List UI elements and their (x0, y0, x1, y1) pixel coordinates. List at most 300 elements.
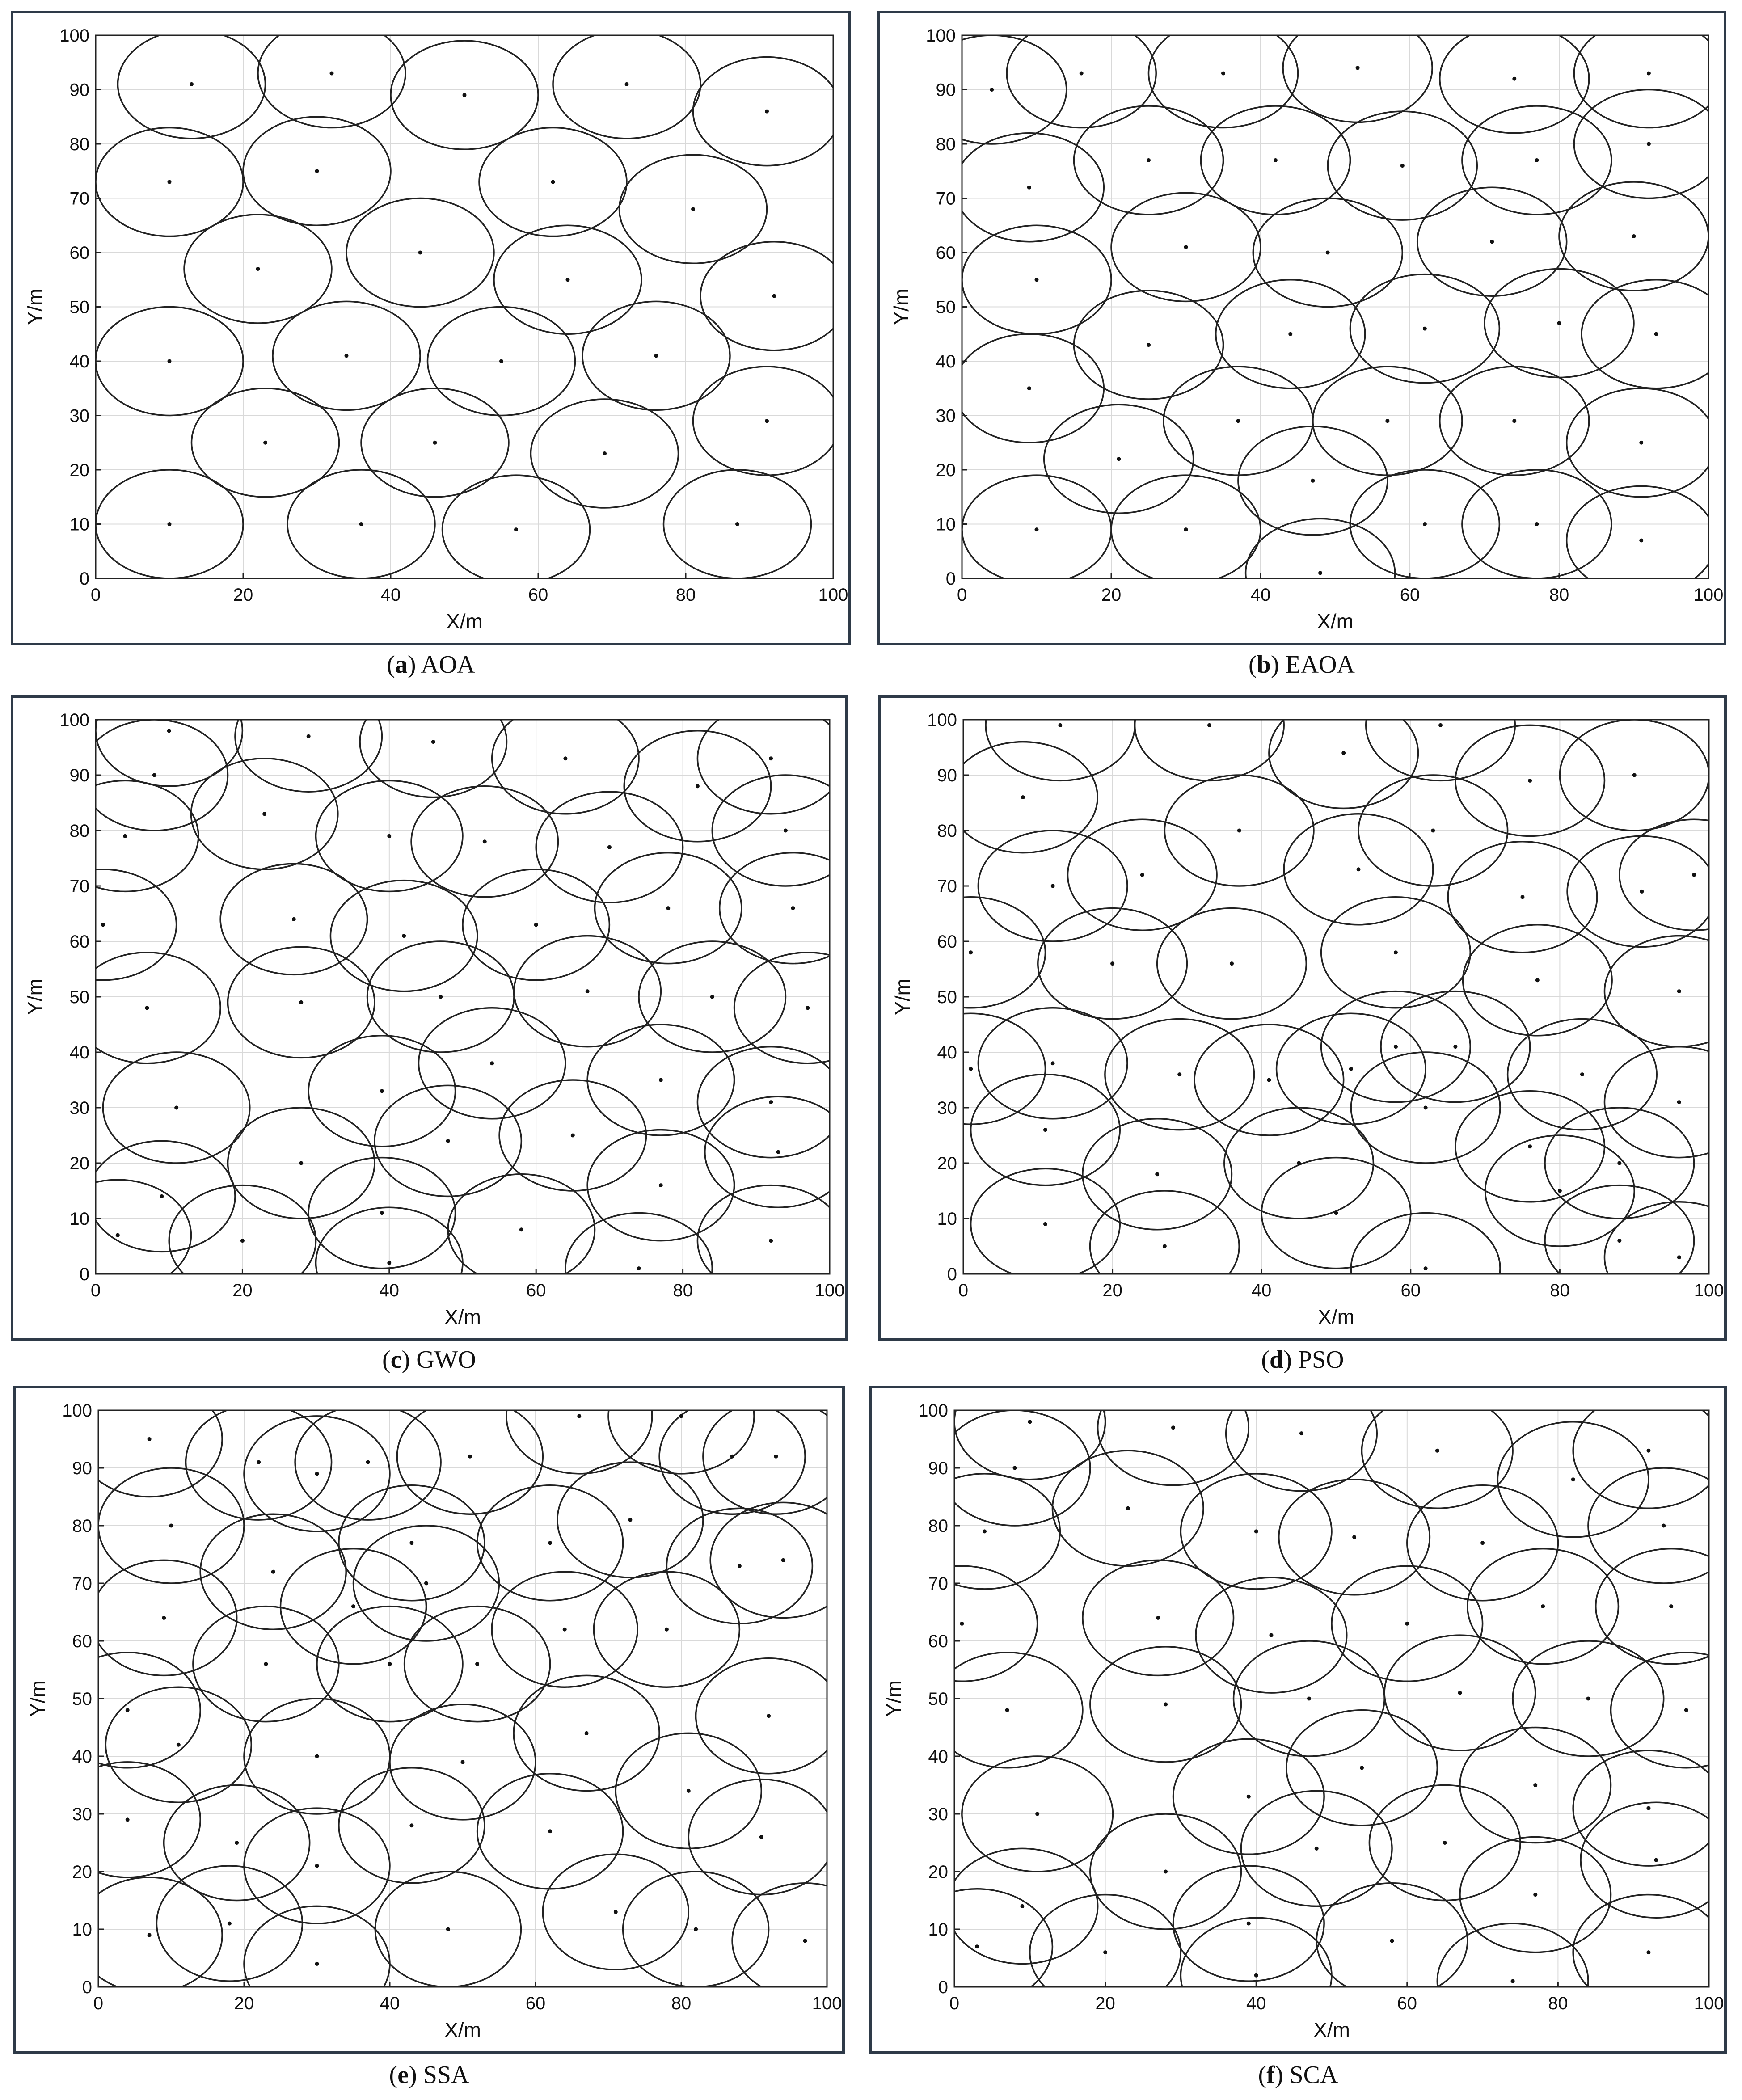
sensor-node (315, 1472, 319, 1476)
sensor-node (101, 923, 105, 927)
sensor-node (299, 1000, 303, 1004)
caption-algorithm: PSO (1298, 1346, 1344, 1374)
caption-letter: c (390, 1346, 402, 1374)
x-tick-label: 80 (1550, 1281, 1570, 1300)
y-tick-label: 60 (928, 1632, 948, 1651)
x-tick-label: 100 (1693, 585, 1724, 605)
x-tick-label: 100 (1694, 1994, 1724, 2013)
caption-letter: b (1257, 651, 1271, 679)
sensor-node (1535, 978, 1540, 982)
sensor-node (759, 1835, 763, 1839)
sensor-node (774, 1455, 778, 1459)
sensor-node (1423, 327, 1427, 331)
x-tick-label: 60 (525, 1994, 546, 2013)
x-axis-label: X/m (1318, 1305, 1354, 1328)
x-tick-label: 80 (675, 585, 696, 605)
y-tick-label: 70 (936, 189, 956, 209)
sensor-node (694, 1927, 698, 1931)
sensor-node (1385, 419, 1389, 423)
sensor-node (603, 451, 607, 455)
sensor-node (1043, 1222, 1047, 1226)
sensor-node (659, 1078, 663, 1082)
sensor-node (168, 180, 172, 184)
sensor-node (679, 1414, 683, 1418)
y-tick-label: 80 (69, 135, 89, 154)
y-tick-label: 0 (947, 1265, 957, 1284)
coverage-circle (1581, 1802, 1727, 1918)
sensor-node (548, 1541, 552, 1545)
sensor-node (1617, 1239, 1621, 1243)
sensor-node (1288, 332, 1292, 336)
y-tick-label: 40 (936, 352, 956, 371)
sensor-node (1171, 1425, 1175, 1430)
y-tick-label: 80 (72, 1516, 92, 1536)
y-tick-label: 50 (936, 297, 956, 317)
coverage-circle (720, 853, 848, 964)
y-tick-label: 40 (928, 1747, 948, 1767)
sensor-node (446, 1139, 450, 1143)
sensor-node (292, 917, 296, 921)
y-tick-label: 60 (72, 1632, 92, 1651)
y-tick-label: 40 (72, 1747, 92, 1767)
sensor-node (439, 995, 443, 999)
sensor-node (1639, 441, 1643, 445)
coverage-circle (1226, 1386, 1377, 1491)
sensor-node (628, 1518, 632, 1522)
sensor-node (710, 995, 714, 999)
y-tick-label: 70 (72, 1574, 92, 1594)
y-tick-label: 70 (69, 877, 89, 896)
sensor-node (1164, 1702, 1168, 1706)
sensor-node (1326, 251, 1330, 255)
sensor-node (1020, 1904, 1024, 1908)
sensor-node (299, 1161, 303, 1165)
y-axis-label: Y/m (882, 1680, 905, 1717)
sensor-node (1247, 1795, 1251, 1799)
sensor-node (1405, 1622, 1409, 1626)
sensor-node (1458, 1691, 1462, 1695)
sensor-node (1533, 1783, 1537, 1787)
sensor-node (271, 1570, 275, 1574)
coverage-circle (506, 1386, 652, 1474)
sensor-node (1352, 1535, 1356, 1539)
y-tick-label: 90 (936, 80, 956, 100)
coverage-circles (896, 695, 1727, 1324)
sensor-node (738, 1564, 742, 1568)
sensor-node (772, 294, 776, 298)
y-tick-label: 10 (69, 1209, 89, 1229)
sensor-node (1334, 1211, 1338, 1215)
sensor-node (769, 1239, 773, 1243)
y-axis-label: Y/m (23, 288, 46, 325)
sensor-node (1533, 1893, 1537, 1897)
coverage-chart-sca (869, 1386, 1727, 2054)
sensor-node (1646, 1950, 1650, 1954)
y-tick-label: 80 (69, 821, 89, 841)
y-tick-label: 90 (69, 80, 89, 100)
sensor-node (769, 756, 773, 760)
sensor-node (1684, 1708, 1688, 1712)
caption-e: (e) SSA (389, 2061, 469, 2089)
x-axis-label: X/m (444, 1305, 481, 1328)
sensor-node (1035, 1812, 1039, 1816)
sensor-node (1632, 773, 1637, 777)
sensor-node (1058, 723, 1062, 727)
sensor-node (691, 207, 695, 211)
sensor-node (1394, 950, 1398, 954)
y-axis-label: Y/m (23, 978, 46, 1015)
x-tick-label: 100 (818, 585, 848, 605)
sensor-node (1315, 1847, 1319, 1851)
sensor-node (687, 1789, 691, 1793)
sensor-node (1043, 1128, 1047, 1132)
y-tick-label: 70 (928, 1574, 948, 1594)
sensor-node (1357, 867, 1361, 871)
caption-algorithm: EAOA (1285, 651, 1355, 679)
sensor-node (1511, 1979, 1515, 1983)
y-tick-label: 90 (72, 1459, 92, 1478)
sensor-node (145, 1006, 149, 1010)
sensor-node (1431, 829, 1435, 833)
y-tick-label: 100 (918, 1401, 948, 1421)
panel-b (877, 11, 1726, 645)
sensor-node (1051, 1061, 1055, 1065)
y-axis-label: Y/m (891, 978, 914, 1015)
sensor-node (315, 1962, 319, 1966)
sensor-node (969, 1067, 973, 1071)
y-tick-label: 100 (927, 710, 957, 730)
sensor-node (1512, 419, 1516, 423)
x-axis-label: X/m (1317, 610, 1354, 633)
sensor-node (1453, 1045, 1457, 1049)
caption-letter: e (397, 2061, 409, 2089)
sensor-node (490, 1061, 494, 1065)
sensor-node (315, 1754, 319, 1758)
sensor-node (468, 1455, 472, 1459)
sensor-node (769, 1100, 773, 1104)
caption-a: (a) AOA (387, 651, 475, 679)
sensor-node (315, 169, 319, 173)
caption-algorithm: GWO (416, 1346, 476, 1374)
sensor-node (307, 734, 311, 738)
sensor-node (1438, 723, 1443, 727)
x-tick-label: 20 (233, 585, 253, 605)
y-axis-label: Y/m (890, 288, 913, 325)
sensor-node (1247, 1922, 1251, 1926)
x-tick-label: 40 (380, 1994, 400, 2013)
x-tick-label: 20 (232, 1281, 253, 1300)
sensor-node (781, 1558, 785, 1562)
sensor-node (1027, 386, 1031, 390)
sensor-node (1005, 1708, 1009, 1712)
sensor-node (190, 82, 194, 86)
sensor-node (1558, 1189, 1562, 1193)
sensor-node (1443, 1841, 1447, 1845)
sensor-node (351, 1604, 355, 1608)
panel-d (878, 695, 1727, 1341)
sensor-node (1490, 240, 1494, 244)
y-tick-label: 90 (937, 766, 957, 785)
sensor-node (637, 1266, 641, 1270)
panel-a (11, 11, 851, 645)
sensor-node (148, 1933, 152, 1937)
sensor-node (228, 1922, 232, 1926)
sensor-node (1521, 895, 1525, 899)
sensor-node (1254, 1529, 1258, 1533)
sensor-node (1677, 989, 1681, 993)
sensor-node (1646, 1449, 1650, 1453)
coverage-circle (1366, 695, 1515, 780)
y-tick-label: 10 (72, 1920, 92, 1940)
caption-letter: d (1270, 1346, 1284, 1374)
y-tick-label: 40 (69, 1043, 89, 1063)
y-tick-label: 20 (69, 460, 89, 480)
coverage-circle (732, 1883, 845, 1999)
sensor-node (1051, 884, 1055, 888)
sensor-node (1035, 278, 1039, 282)
sensor-node (152, 773, 156, 777)
sensor-node (240, 1239, 245, 1243)
sensor-node (1140, 873, 1144, 877)
y-tick-label: 30 (72, 1805, 92, 1824)
y-tick-label: 100 (62, 1401, 92, 1421)
sensor-node (409, 1823, 413, 1827)
sensor-node (1207, 723, 1211, 727)
sensor-node (126, 1708, 130, 1712)
y-tick-label: 0 (945, 569, 956, 589)
y-tick-label: 30 (937, 1098, 957, 1118)
sensor-node (1435, 1449, 1439, 1453)
sensor-node (1147, 158, 1151, 162)
y-tick-label: 20 (936, 460, 956, 480)
coverage-chart-eaoa (877, 11, 1726, 645)
sensor-node (1654, 1858, 1658, 1862)
sensor-node (160, 1194, 164, 1198)
sensor-node (1221, 72, 1225, 76)
sensor-node (730, 1455, 734, 1459)
sensor-node (1110, 961, 1114, 966)
sensor-node (167, 729, 171, 733)
y-tick-label: 10 (937, 1209, 957, 1229)
y-tick-label: 20 (928, 1862, 948, 1882)
y-tick-label: 60 (69, 932, 89, 952)
sensor-node (1639, 538, 1643, 542)
sensor-node (263, 441, 267, 445)
sensor-node (1356, 66, 1360, 70)
y-tick-label: 30 (936, 406, 956, 426)
sensor-node (514, 527, 518, 531)
sensor-node (380, 1089, 384, 1093)
x-tick-label: 20 (1101, 585, 1122, 605)
sensor-node (1535, 522, 1539, 526)
x-tick-label: 40 (1246, 1994, 1266, 2013)
coverage-circle (734, 953, 848, 1063)
x-tick-label: 20 (1102, 1281, 1122, 1300)
x-tick-label: 40 (1250, 585, 1271, 605)
panel-e (13, 1386, 845, 2054)
sensor-node (1164, 1870, 1168, 1874)
y-tick-label: 20 (937, 1154, 957, 1173)
sensor-node (1480, 1541, 1485, 1545)
sensor-node (1236, 419, 1240, 423)
sensor-node (1677, 1100, 1681, 1104)
sensor-node (402, 934, 406, 938)
sensor-node (607, 845, 612, 849)
sensor-node (463, 93, 467, 97)
sensor-node (1423, 522, 1427, 526)
sensor-node (784, 829, 788, 833)
sensor-node (1254, 1973, 1258, 1978)
y-tick-label: 40 (69, 352, 89, 371)
sensor-node (1341, 751, 1346, 755)
x-tick-label: 60 (1397, 1994, 1417, 2013)
sensor-node (983, 1529, 987, 1533)
sensor-node (123, 834, 127, 838)
sensor-node (1586, 1697, 1590, 1701)
sensor-node (665, 1628, 669, 1632)
sensor-node (1424, 1106, 1428, 1110)
coverage-chart-ssa (13, 1386, 845, 2054)
sensor-node (1512, 77, 1516, 81)
sensor-node (483, 839, 487, 843)
y-tick-label: 70 (937, 877, 957, 896)
sensor-node (424, 1581, 428, 1586)
sensor-node (666, 906, 670, 910)
x-tick-label: 0 (90, 1281, 101, 1300)
sensor-node (446, 1927, 450, 1931)
sensor-node (563, 1628, 567, 1632)
sensor-node (519, 1227, 523, 1231)
coverage-chart-aoa (11, 11, 851, 645)
sensor-node (257, 1460, 261, 1464)
coverage-circle (360, 695, 506, 797)
sensor-node (1035, 527, 1039, 531)
coverage-chart-gwo (11, 695, 848, 1341)
sensor-node (1662, 1524, 1666, 1528)
sensor-node (551, 180, 555, 184)
y-tick-label: 90 (928, 1459, 948, 1478)
y-tick-label: 80 (937, 821, 957, 841)
sensor-node (1669, 1604, 1673, 1608)
x-tick-label: 80 (1548, 1994, 1568, 2013)
sensor-node (1580, 1072, 1584, 1076)
sensor-node (1528, 779, 1532, 783)
sensor-node (1147, 343, 1151, 347)
sensor-node (625, 82, 629, 86)
y-tick-label: 40 (937, 1043, 957, 1063)
y-tick-label: 20 (69, 1154, 89, 1173)
sensor-node (177, 1743, 181, 1747)
x-tick-label: 0 (93, 1994, 104, 2013)
caption-letter: f (1266, 2061, 1275, 2089)
sensor-node (1267, 1078, 1271, 1082)
sensor-node (1297, 1161, 1301, 1165)
y-tick-label: 50 (69, 297, 89, 317)
y-tick-label: 80 (936, 135, 956, 154)
sensor-node (1177, 1072, 1181, 1076)
sensor-node (548, 1829, 552, 1833)
sensor-node (431, 740, 435, 744)
sensor-node (1318, 571, 1322, 575)
sensor-node (345, 354, 349, 358)
y-tick-label: 0 (938, 1978, 948, 1997)
sensor-node (571, 1134, 575, 1138)
y-tick-label: 30 (69, 1098, 89, 1118)
coverage-circles (55, 1386, 845, 2021)
sensor-node (1647, 72, 1651, 76)
sensor-node (409, 1541, 413, 1545)
coverage-circle (1582, 280, 1726, 388)
y-tick-label: 50 (937, 987, 957, 1007)
x-tick-label: 40 (379, 1281, 400, 1300)
y-axis-label: Y/m (26, 1680, 49, 1717)
sensor-node (366, 1460, 370, 1464)
y-tick-label: 60 (69, 243, 89, 263)
sensor-node (1013, 1466, 1017, 1470)
sensor-node (174, 1106, 178, 1110)
sensor-node (969, 950, 973, 954)
sensor-node (1349, 1067, 1353, 1071)
sensor-node (659, 1183, 663, 1187)
x-tick-label: 20 (1095, 1994, 1115, 2013)
coverage-chart-pso (878, 695, 1727, 1341)
sensor-node (1311, 479, 1315, 483)
sensor-node (418, 251, 422, 255)
sensor-node (767, 1714, 771, 1718)
sensor-node (566, 278, 570, 282)
sensor-node (806, 1006, 810, 1010)
sensor-node (1400, 164, 1405, 168)
sensor-node (765, 110, 769, 114)
caption-c: (c) GWO (382, 1346, 476, 1374)
sensor-node (433, 441, 437, 445)
sensor-node (168, 359, 172, 363)
sensor-node (1654, 332, 1658, 336)
sensor-node (1230, 961, 1234, 966)
sensor-node (776, 1150, 780, 1154)
y-tick-label: 10 (936, 514, 956, 535)
x-tick-label: 40 (380, 585, 401, 605)
sensor-node (475, 1662, 479, 1666)
sensor-node (330, 72, 334, 76)
sensor-node (126, 1817, 130, 1822)
sensor-node (1126, 1506, 1130, 1510)
sensor-node (1647, 142, 1651, 146)
caption-algorithm: SCA (1289, 2061, 1338, 2089)
sensor-node (499, 359, 503, 363)
y-tick-label: 0 (79, 569, 89, 589)
sensor-node (1156, 1616, 1160, 1620)
y-tick-label: 100 (59, 26, 89, 46)
sensor-node (1677, 1255, 1681, 1259)
caption-algorithm: SSA (423, 2061, 469, 2089)
y-tick-label: 70 (69, 189, 89, 209)
x-tick-label: 0 (90, 585, 101, 605)
sensor-node (1528, 1144, 1532, 1148)
sensor-node (1184, 245, 1188, 249)
sensor-node (577, 1414, 581, 1418)
sensor-node (960, 1622, 964, 1626)
y-tick-label: 100 (59, 710, 89, 730)
sensor-node (388, 1662, 392, 1666)
x-tick-label: 40 (1251, 1281, 1272, 1300)
x-tick-label: 60 (1400, 1281, 1421, 1300)
sensor-node (765, 419, 769, 423)
sensor-node (1541, 1604, 1545, 1608)
sensor-node (1117, 457, 1121, 461)
sensor-node (696, 784, 700, 788)
caption-b: (b) EAOA (1249, 651, 1355, 679)
